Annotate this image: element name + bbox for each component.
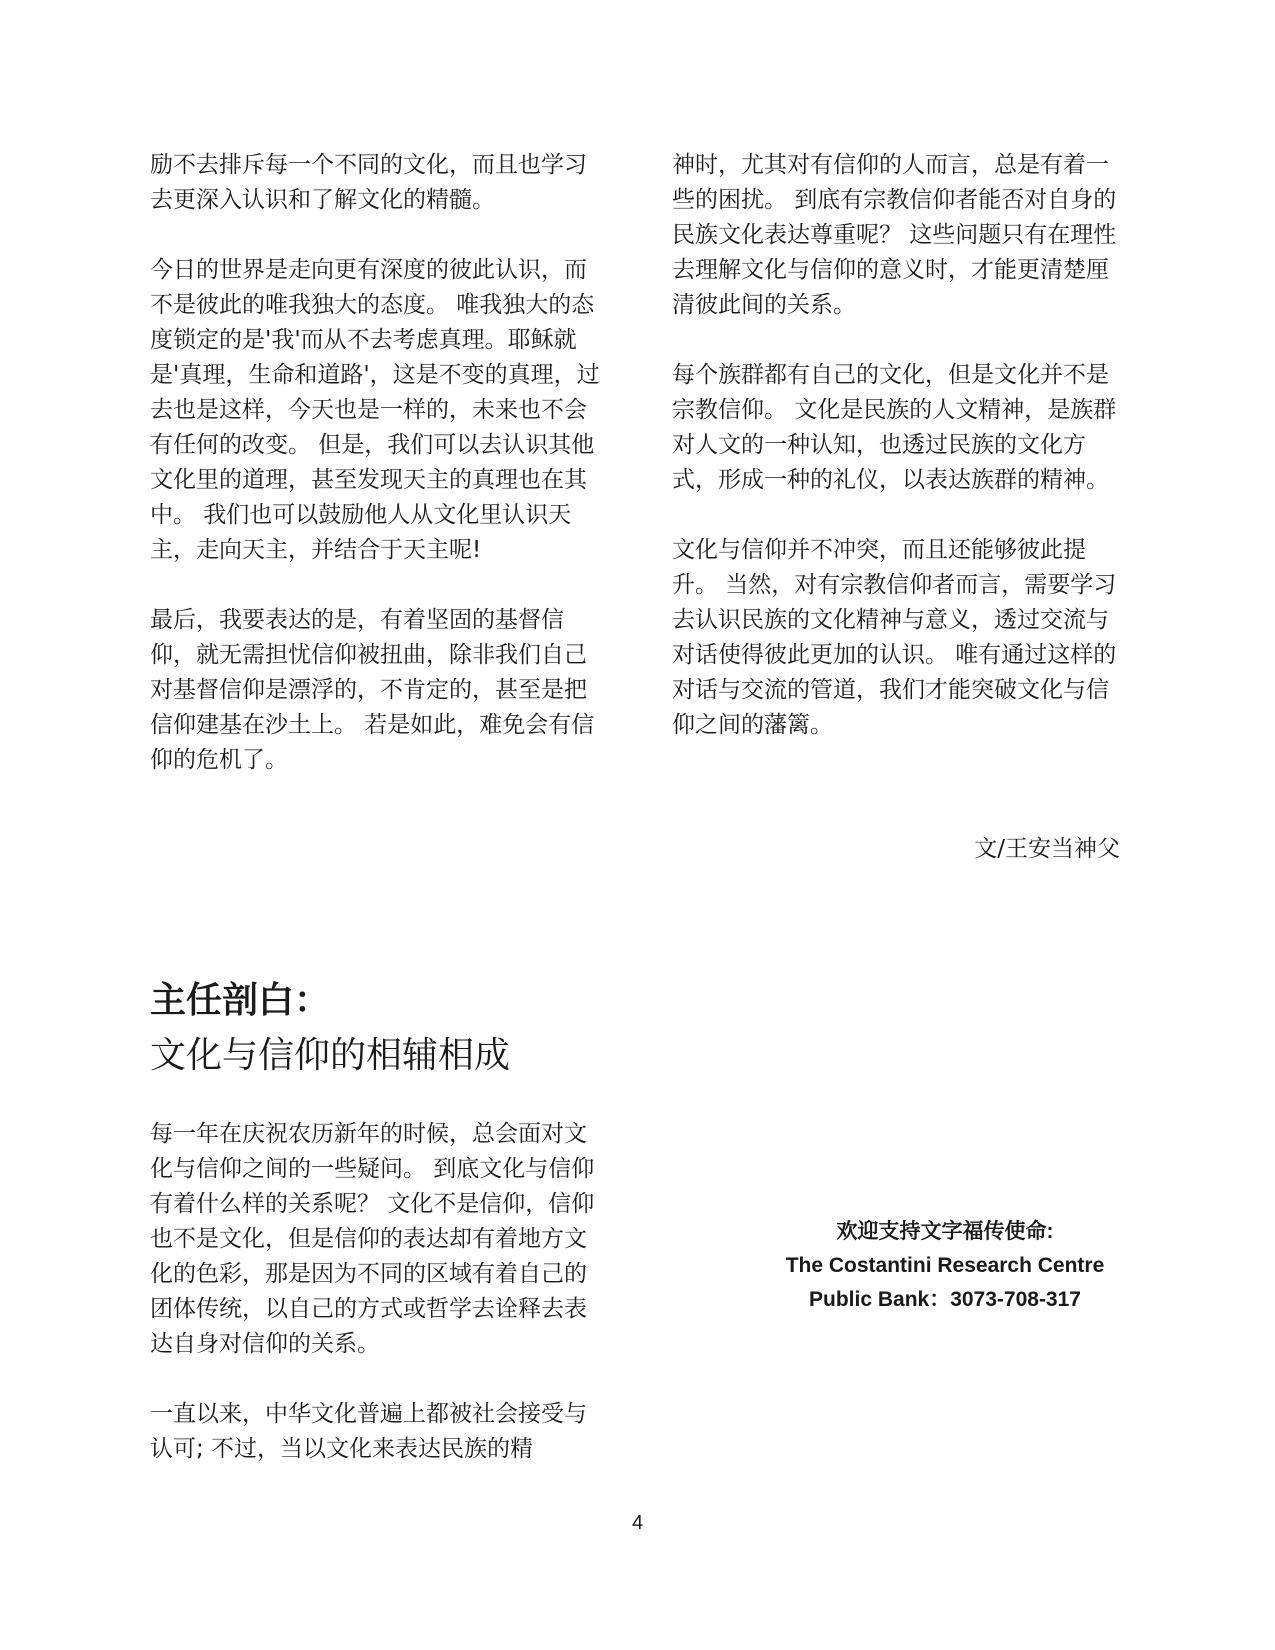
paragraph: 每一年在庆祝农历新年的时候，总会面对文化与信仰之间的一些疑问。 到底文化与信仰有着什么样的关系呢？ 文化不是信仰，信仰也不是文化，但是信仰的表达却有着地方文化的色彩，那是因为不同的区域有着自己的团体传统，以自己的方式或哲学去诠释去表达自身对信仰的关系。	[150, 1121, 595, 1357]
support-bank-account: Public Bank：3073-708-317	[809, 1288, 1081, 1311]
paragraph: 神时，尤其对有信仰的人而言，总是有着一些的困扰。 到底有宗教信仰者能否对自身的民族文化表达尊重呢？ 这些问题只有在理性去理解文化与信仰的意义时，才能更清楚厘清彼此间的关系。	[672, 152, 1117, 318]
paragraph: 一直以来，中华文化普遍上都被社会接受与认可; 不过，当以文化来表达民族的精	[150, 1401, 587, 1462]
page-number: 4	[631, 1512, 644, 1534]
support-notice	[745, 1215, 1145, 1317]
heading-label: 主任剖白：	[150, 980, 331, 1021]
article-title: 文化与信仰的相辅相成	[150, 1035, 511, 1076]
paragraph: 今日的世界是走向更有深度的彼此认识，而不是彼此的唯我独大的态度。 唯我独大的态度锁定的是'我'而从不去考虑真理。耶稣就是'真理，生命和道路'，这是不变的真理，过去也是这样，今天也是一样的，未来也不会有任何的改变。 但是，我们可以去认识其他文化里的道理，甚至发现天主的真理也在其中。 我们也可以鼓励他人从文化里认识天主，走向天主，并结合于天主呢!	[150, 257, 600, 563]
support-title: 欢迎支持文字福传使命:	[836, 1220, 1054, 1243]
paragraph: 每个族群都有自己的文化，但是文化并不是宗教信仰。 文化是民族的人文精神，是族群对人文的一种认知，也透过民族的文化方式，形成一种的礼仪，以表达族群的精神。	[672, 362, 1117, 493]
paragraph: 励不去排斥每一个不同的文化，而且也学习去更深入认识和了解文化的精髓。	[150, 152, 587, 213]
right-column-top	[672, 148, 1120, 743]
paragraph: 文化与信仰并不冲突，而且还能够彼此提升。 当然，对有宗教信仰者而言，需要学习去认识民族的文化精神与意义，透过交流与对话使得彼此更加的认识。 唯有通过这样的对话与交流的管道，我们才能突破文化与信仰之间的藩篱。	[672, 537, 1117, 738]
article-heading	[150, 975, 750, 1085]
author-signature: 文/王安当神父	[974, 836, 1120, 862]
support-organization: The Costantini Research Centre	[785, 1254, 1105, 1277]
paragraph: 最后，我要表达的是，有着坚固的基督信仰，就无需担忧信仰被扭曲，除非我们自己对基督信仰是漂浮的，不肯定的，甚至是把信仰建基在沙土上。 若是如此，难免会有信仰的危机了。	[150, 607, 595, 773]
left-column-top	[150, 148, 600, 778]
left-column-bottom	[150, 1117, 600, 1467]
